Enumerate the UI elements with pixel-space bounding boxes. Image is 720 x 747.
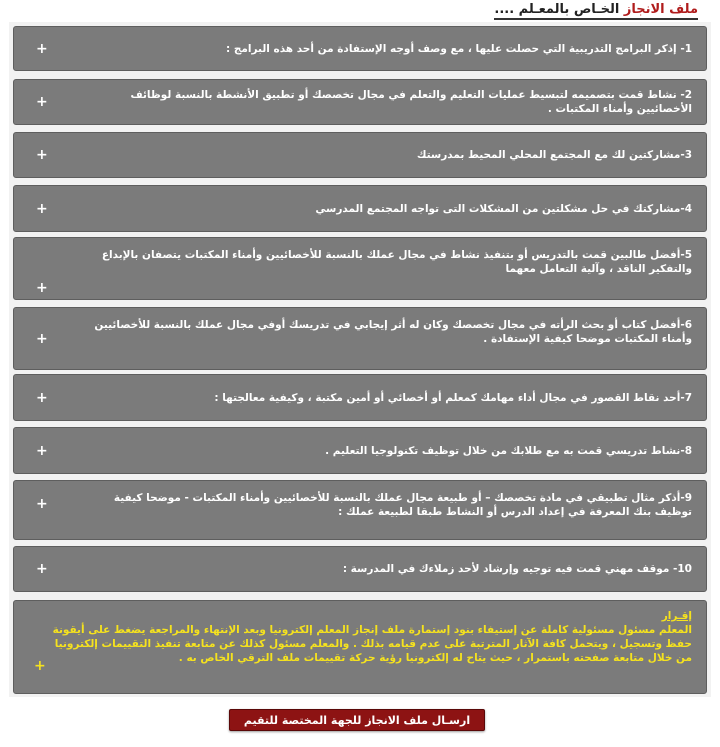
expand-plus-icon[interactable]: + bbox=[36, 40, 48, 57]
submit-portfolio-button[interactable]: ارسـال ملف الانجاز للجهة المختصة للتقيم bbox=[229, 709, 485, 731]
question-text: 9-أذكر مثال تطبيقي في مادة تخصصك – أو طبيعة مجال عملك بالنسبة للأخصائيين وأمناء المكتبات - موضحا كيفية توظيف بنك المعرفة في إعداد الدرس أو النشاط طبقا لطبيعة عملك : bbox=[113, 492, 692, 518]
expand-plus-icon[interactable]: + bbox=[36, 561, 48, 577]
question-item-10[interactable] bbox=[13, 546, 707, 592]
question-text: 2- نشاط قمت بتصميمه لتبسيط عمليات التعليم والتعلم في مجال تخصصك أو تطبيق الأنشطة بالنسبة لوظائف الأخصائيين وأمناء المكتبات . bbox=[130, 89, 692, 115]
declaration-box[interactable] bbox=[13, 600, 707, 694]
expand-plus-icon[interactable]: + bbox=[36, 330, 48, 347]
question-item-1[interactable] bbox=[13, 26, 707, 71]
question-text: 7-أحد نقاط القصور في مجال أداء مهامك كمعلم أو أخصائي أو أمين مكتبة ، وكيفية معالجتها : bbox=[214, 391, 692, 404]
declaration-body: المعلم مسئول مسئولية كاملة عن إستيفاء بنود إستمارة ملف إنجاز المعلم إلكترونيا وبعد الإنتهاء والمراجعة يضغط على أيقونة حفظ وتسجيل ، ويتحمل كافة الآثار المترتبة على عدم قيامه بذلك . والمعلم مسئول كذلك عن متابعة تنفيذ التقييمات إلكترونيا من خلال متابعة صفحته باستمرار ، حيث يتاح له إلكترونيا رؤية حركة تقييمات ملف الترقي الخاص به . bbox=[52, 624, 692, 664]
expand-plus-icon[interactable]: + bbox=[36, 496, 48, 512]
question-text: 3-مشاركتين لك مع المجتمع المحلي المحيط بمدرستك bbox=[416, 149, 692, 161]
question-item-2[interactable] bbox=[13, 79, 707, 125]
question-item-5[interactable] bbox=[13, 237, 707, 300]
question-text: 5-أفضل طالبين قمت بالتدريس أو بتنفيذ نشاط في مجال عملك بالنسبة للأخصائيين وأمناء المكتبات يتصفان بالإبداع والتفكير الناقد ، وآلية التعامل معهما bbox=[101, 249, 692, 275]
expand-plus-icon[interactable]: + bbox=[34, 658, 46, 674]
page-header bbox=[0, 0, 720, 22]
question-item-9[interactable] bbox=[13, 480, 707, 540]
form-panel bbox=[9, 22, 711, 697]
page-title-black: الخـاص بالمعـلم .... bbox=[494, 2, 620, 17]
expand-plus-icon[interactable]: + bbox=[36, 94, 48, 110]
expand-plus-icon[interactable]: + bbox=[36, 280, 48, 296]
expand-plus-icon[interactable]: + bbox=[36, 200, 48, 217]
expand-plus-icon[interactable]: + bbox=[36, 442, 48, 459]
declaration-text bbox=[38, 609, 692, 665]
question-text: 8-نشاط تدريسي قمت به مع طلابك من خلال توظيف تكنولوجيا التعليم . bbox=[325, 444, 692, 457]
question-item-3[interactable] bbox=[13, 132, 707, 178]
declaration-title: إقـرار bbox=[661, 610, 692, 622]
question-text: 1- إذكر البرامج التدريبية التي حصلت عليها ، مع وصف أوجه الإستفادة من أحد هذه البرامج : bbox=[226, 42, 692, 55]
question-item-6[interactable] bbox=[13, 307, 707, 370]
question-text: 6-أفضل كتاب أو بحث الرأته في مجال تخصصك وكان له أثر إيجابي في تدريسك أوفي مجال عملك بالنسبة للأخصائيين وأمناء المكتبات موضحا كيفية الإستفادة . bbox=[94, 319, 692, 345]
page-title bbox=[494, 2, 698, 20]
expand-plus-icon[interactable]: + bbox=[36, 147, 48, 163]
question-item-8[interactable] bbox=[13, 427, 707, 474]
question-text: 4-مشاركتك في حل مشكلتين من المشكلات التى تواجه المجتمع المدرسي bbox=[315, 202, 692, 215]
question-text: 10- موقف مهني قمت فيه توجيه وإرشاد لأحد زملاءك في المدرسة : bbox=[342, 563, 692, 575]
page-title-red: ملف الانجاز bbox=[623, 2, 698, 17]
expand-plus-icon[interactable]: + bbox=[36, 389, 48, 406]
question-item-7[interactable] bbox=[13, 374, 707, 421]
question-item-4[interactable] bbox=[13, 185, 707, 232]
